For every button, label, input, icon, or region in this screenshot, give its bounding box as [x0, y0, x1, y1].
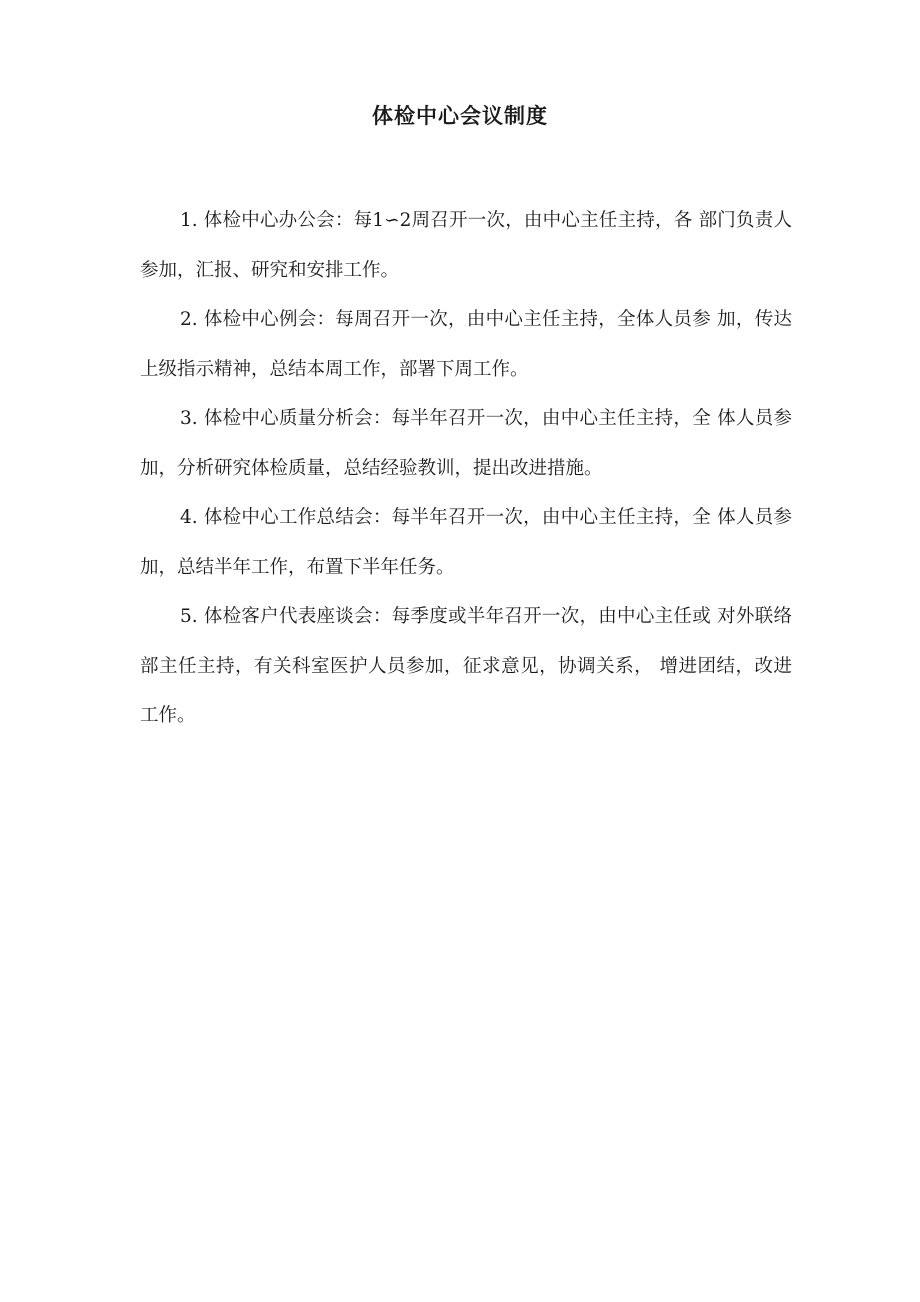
paragraph-3: 3. 体检中心质量分析会：每半年召开一次，由中心主任主持，全 体人员参加，分析研究体检质量，总结经验教训，提出改进措施。 — [140, 408, 792, 479]
paragraph-5: 5. 体检客户代表座谈会：每季度或半年召开一次，由中心主任或 对外联络部主任主持，有关科室医护人员参加，征求意见，协调关系， 增进团结，改进工作。 — [140, 606, 792, 726]
paragraph-2: 2. 体检中心例会：每周召开一次，由中心主任主持，全体人员参 加，传达上级指示精神，总结本周工作，部署下周工作。 — [140, 309, 792, 380]
paragraph-4: 4. 体检中心工作总结会：每半年召开一次，由中心主任主持，全 体人员参加，总结半年工作，布置下半年任务。 — [140, 507, 792, 578]
paragraph-1: 1. 体检中心办公会：每1∽2周召开一次，由中心主任主持，各 部门负责人参加，汇报、研究和安排工作。 — [140, 210, 792, 281]
document-body — [140, 196, 792, 741]
document-title: 体检中心会议制度 — [372, 103, 548, 128]
